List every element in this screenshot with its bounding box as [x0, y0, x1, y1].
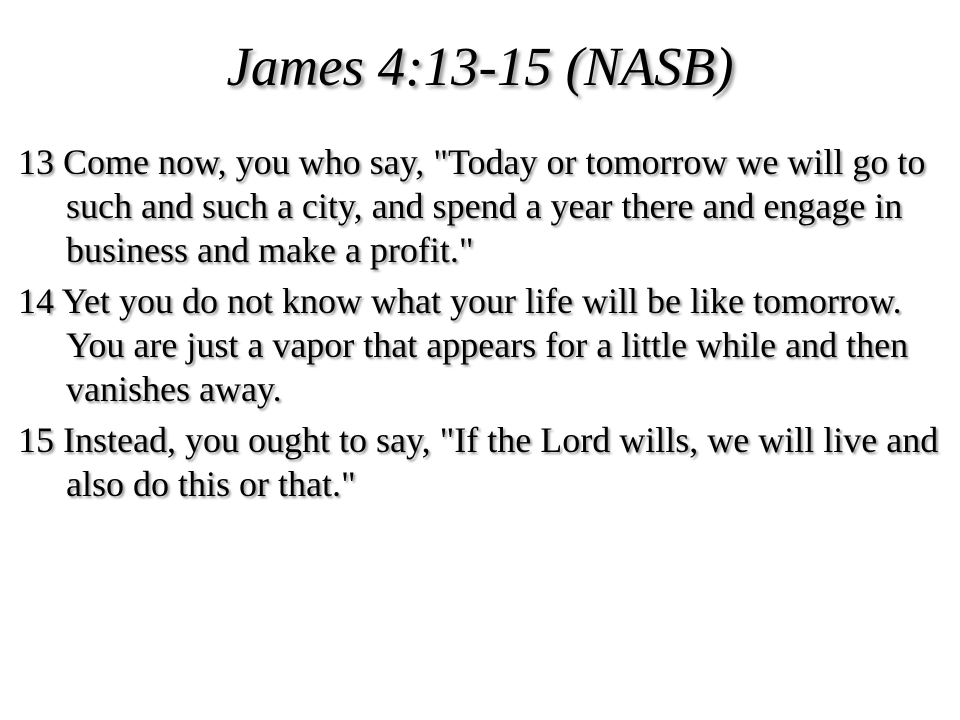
verse-14: 14 Yet you do not know what your life will be like tomorrow. You are just a vapor that appears for a little while and then vanishes away.	[18, 281, 909, 409]
slide-title: James 4:13-15 (NASB)	[226, 36, 734, 97]
verse-list	[18, 140, 948, 513]
verse-13: 13 Come now, you who say, "Today or tomorrow we will go to such and such a city, and spend a year there and engage in business and make a profit."	[18, 142, 926, 270]
verse-15: 15 Instead, you ought to say, "If the Lord wills, we will live and also do this or that."	[18, 420, 939, 504]
